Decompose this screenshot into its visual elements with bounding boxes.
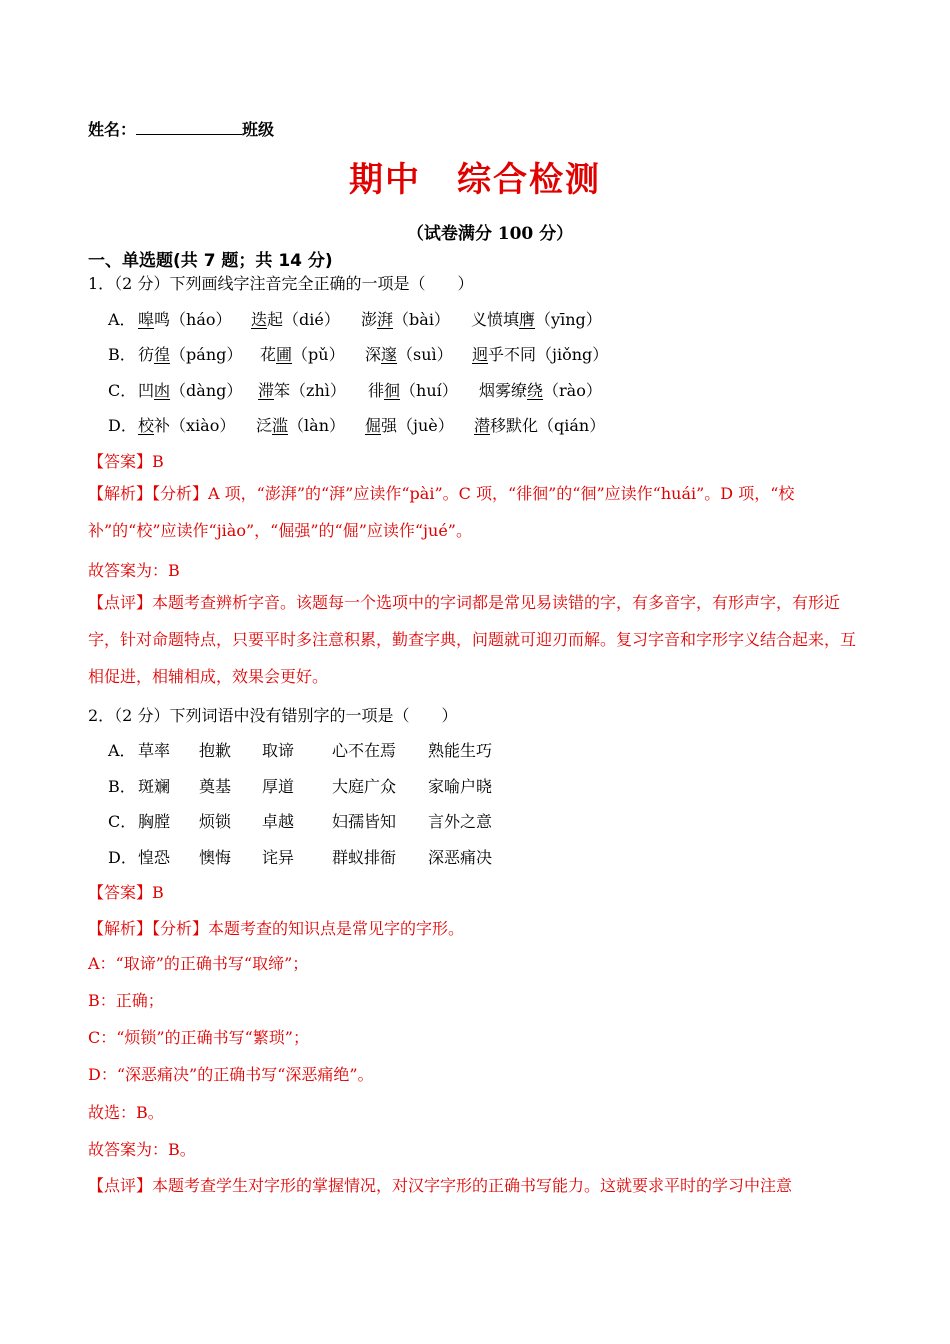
q1-b-item: 彷徨（páng） — [138, 345, 243, 364]
q1-d-item: 潜移默化（qián） — [474, 416, 606, 435]
q1-d-item: 倔强（juè） — [365, 416, 454, 435]
q1-d-item: 泛滥（làn） — [256, 416, 345, 435]
q1-analysis: 【解析】【分析】A 项，“澎湃”的“湃”应读作“pài”。C 项，“徘徊”的“徊”应读作“huái”。D 项，“校补”的“校”应读作“jiào”，“倔强”的“倔”应读作“jué”。 — [88, 484, 795, 540]
exam-page: 姓名： 班级 期中 综合检测 （试卷满分 100 分） 一、单选题(共 7 题；共 14 分) 1．（2 分）下列画线字注音完全正确的一项是（ ） A． 嗥鸣（háo） 迭起（dié） 澎湃（bài） 义愤填膺（yīng） B． 彷徨（páng） 花圃（pǔ） 深邃（suì） 迥乎不同（jiǒng） C． 凹凼（dàng） 滞笨（zhì） 徘徊（huí） 烟雾缭绕（rào） D． 校补（xiào） 泛滥（làn） 倔强（juè） 潜移默化（qián） 【答案】B 【解析】【分析】A 项，“澎湃”的“湃”应读作“pài”。C 项，“徘徊”的“徊”应读作“huái”。D 项，“校补”的“校”应读作“jiào”，“倔强”的“倔”应读作“jué”。 故答案为：B 【点评】本题考查辨析字音。该题每一个选项中的字词都是常见易读错的字，有多音字，有形声字，有形近字，针对命题特点，只要平时多注意积累，勤查字典，问题就可迎刃而解。复习字音和字形字义结合起来，互相促进，相辅相成，效果会更好。 2．（2 分）下列词语中没有错别字的一项是（ ） A． 草率 抱歉 取谛 心不在焉 熟能生巧 B． 斑斓 奠基 厚道 大庭广众 家喻户晓 C． 胸膛 烦锁 卓越 妇孺皆知 言外之意 D． 惶恐 懊悔 诧异 群蚁排衙 深恶痛决 【答案】B 【解析】【分析】本题考查的知识点是常见字的字形。 A：“取谛”的正确书写“取缔”； B：正确； C：“烦锁”的正确书写“繁琐”； D：“深恶痛决”的正确书写“深恶痛绝”。 故选：B。 故答案为：B。 【点评】本题考查学生对字形的掌握情况，对汉字字形的正确书写能力。这就要求平时的学习中注意 — [0, 0, 950, 1344]
q2-analysis: 【解析】【分析】本题考查的知识点是常见字的字形。 — [88, 919, 465, 938]
q2-comment: 【点评】本题考查学生对字形的掌握情况，对汉字字形的正确书写能力。这就要求平时的学习中注意 — [88, 1176, 793, 1195]
name-class-line — [88, 117, 274, 140]
q2-answer: 【答案】B — [88, 883, 164, 902]
page-title — [0, 152, 950, 201]
q1-a-item: 迭起（dié） — [251, 310, 340, 329]
name-blank[interactable] — [136, 120, 242, 135]
q2-stem: 2．（2 分）下列词语中没有错别字的一项是（ ） — [88, 706, 458, 725]
q2-choose: 故选：B。 — [88, 1103, 164, 1122]
q1-answer: 【答案】B — [88, 452, 164, 471]
q2-explain-d: D：“深恶痛决”的正确书写“深恶痛绝”。 — [88, 1065, 374, 1084]
q1-b-item: 花圃（pǔ） — [260, 345, 345, 364]
q1-a-item: 澎湃（bài） — [361, 310, 450, 329]
q1-b-item: 深邃（suì） — [365, 345, 453, 364]
q1-conclusion: 故答案为：B — [88, 561, 180, 580]
title-part2: 综合检测 — [457, 160, 601, 200]
q1-a-item: 嗥鸣（háo） — [138, 310, 232, 329]
q1-c-item: 滞笨（zhì） — [258, 381, 346, 400]
title-part1: 期中 — [349, 160, 421, 200]
q1-stem: 1．（2 分）下列画线字注音完全正确的一项是（ ） — [88, 274, 474, 293]
q1-d-item: 校补（xiào） — [138, 416, 236, 435]
q2-explain-a: A：“取谛”的正确书写“取缔”； — [88, 954, 309, 973]
q2-explain-c: C：“烦锁”的正确书写“繁琐”； — [88, 1028, 309, 1047]
q1-b-item: 迥乎不同（jiǒng） — [472, 345, 609, 364]
section-heading: 一、单选题(共 7 题；共 14 分) — [88, 251, 333, 271]
q2-explain-b: B：正确； — [88, 991, 164, 1010]
class-label: 班级 — [242, 120, 275, 139]
page-subtitle: （试卷满分 100 分） — [406, 224, 574, 244]
name-label: 姓名： — [88, 120, 137, 139]
q1-comment: 【点评】本题考查辨析字音。该题每一个选项中的字词都是常见易读错的字，有多音字，有形声字，有形近字，针对命题特点，只要平时多注意积累，勤查字典，问题就可迎刃而解。复习字音和字形字义结合起来，互相促进，相辅相成，效果会更好。 — [88, 593, 857, 686]
q1-c-item: 徘徊（huí） — [368, 381, 458, 400]
q1-c-item: 烟雾缭绕（rào） — [479, 381, 602, 400]
q2-conclusion: 故答案为：B。 — [88, 1140, 196, 1159]
q1-c-item: 凹凼（dàng） — [138, 381, 243, 400]
q1-a-item: 义愤填膺（yīng） — [471, 310, 602, 329]
